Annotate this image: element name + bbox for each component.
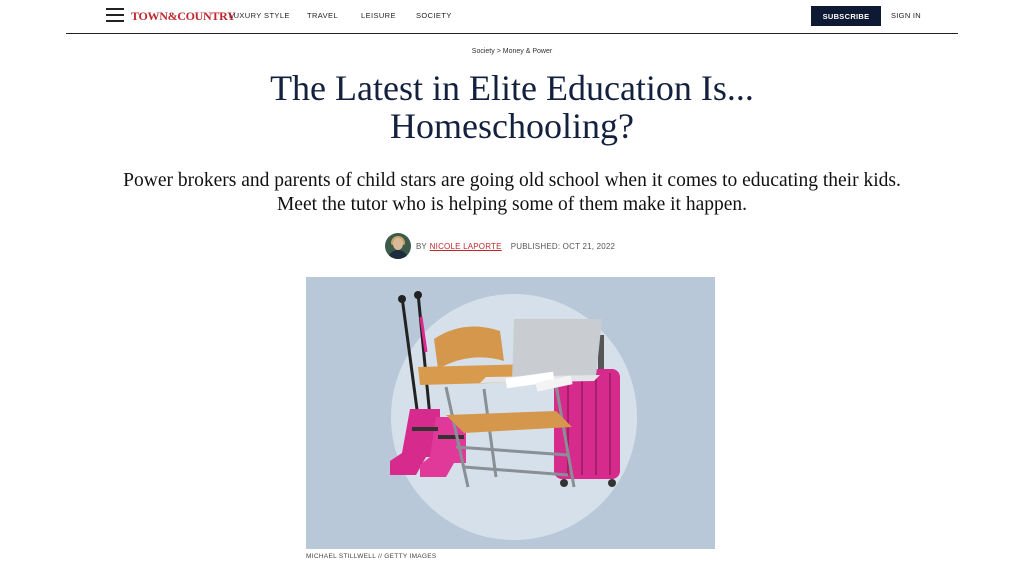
nav-item-society[interactable]: SOCIETY [416, 11, 452, 20]
nav-item-luxury-style[interactable]: LUXURY STYLE [229, 11, 290, 20]
byline [385, 232, 615, 260]
breadcrumb-separator: > [496, 48, 501, 55]
headline-line-2: Homeschooling? [390, 106, 634, 146]
hero-image [306, 277, 715, 549]
breadcrumb-money-power[interactable]: Money & Power [502, 48, 553, 55]
site-logo[interactable]: TOWN&COUNTRY [131, 9, 236, 23]
subscribe-button[interactable]: SUBSCRIBE [811, 6, 881, 26]
headline-line-1: The Latest in Elite Education Is... [270, 68, 754, 108]
article-headline [212, 69, 812, 145]
breadcrumb-society[interactable]: Society [471, 48, 495, 55]
hamburger-menu-icon[interactable] [106, 8, 124, 22]
breadcrumb [0, 48, 1024, 55]
byline-prefix: BY [416, 241, 427, 251]
sign-in-link[interactable]: SIGN IN [891, 11, 922, 20]
article-dek: Power brokers and parents of child stars are going old school when it comes to educating their kids. Meet the tutor who is helping some of them make it happen. [123, 170, 901, 215]
image-credit: MICHAEL STILLWELL // GETTY IMAGES [306, 553, 437, 560]
author-link[interactable]: NICOLE LAPORTE [429, 241, 502, 251]
author-avatar[interactable] [385, 233, 411, 259]
nav-item-travel[interactable]: TRAVEL [307, 11, 339, 20]
nav-item-leisure[interactable]: LEISURE [361, 11, 396, 20]
site-header [66, 0, 958, 34]
published-date: PUBLISHED: OCT 21, 2022 [510, 241, 616, 251]
